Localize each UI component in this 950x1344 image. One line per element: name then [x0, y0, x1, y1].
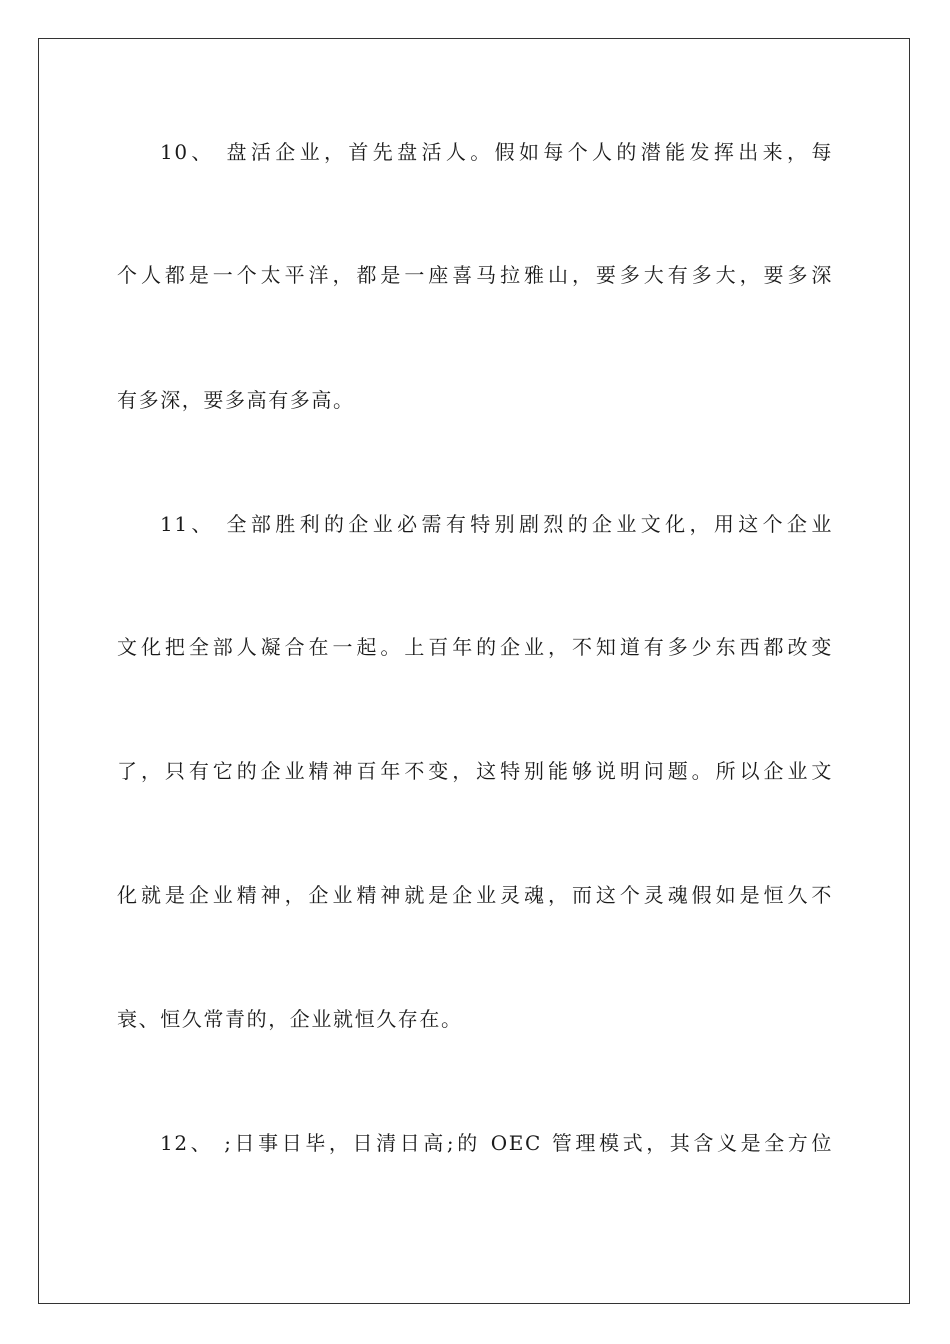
page-border [38, 38, 910, 1304]
paragraph-11-line-3: 了，只有它的企业精神百年不变，这特别能够说明问题。所以企业文 [117, 759, 833, 783]
paragraph-11-line-1: 11、 全部胜利的企业必需有特别剧烈的企业文化，用这个企业 [160, 512, 833, 536]
paragraph-11-line-2: 文化把全部人凝合在一起。上百年的企业，不知道有多少东西都改变 [117, 635, 833, 659]
paragraph-10-line-1: 10、 盘活企业，首先盘活人。假如每个人的潜能发挥出来，每 [160, 140, 833, 164]
paragraph-10-line-2: 个人都是一个太平洋，都是一座喜马拉雅山，要多大有多大，要多深 [117, 263, 833, 287]
paragraph-11-line-4: 化就是企业精神，企业精神就是企业灵魂，而这个灵魂假如是恒久不 [117, 883, 833, 907]
paragraph-12-line-1: 12、 ;日事日毕，日清日高;的 OEC 管理模式，其含义是全方位 [160, 1131, 833, 1155]
paragraph-11-line-5: 衰、恒久常青的，企业就恒久存在。 [117, 1007, 463, 1031]
paragraph-10-line-3: 有多深，要多高有多高。 [117, 388, 355, 412]
